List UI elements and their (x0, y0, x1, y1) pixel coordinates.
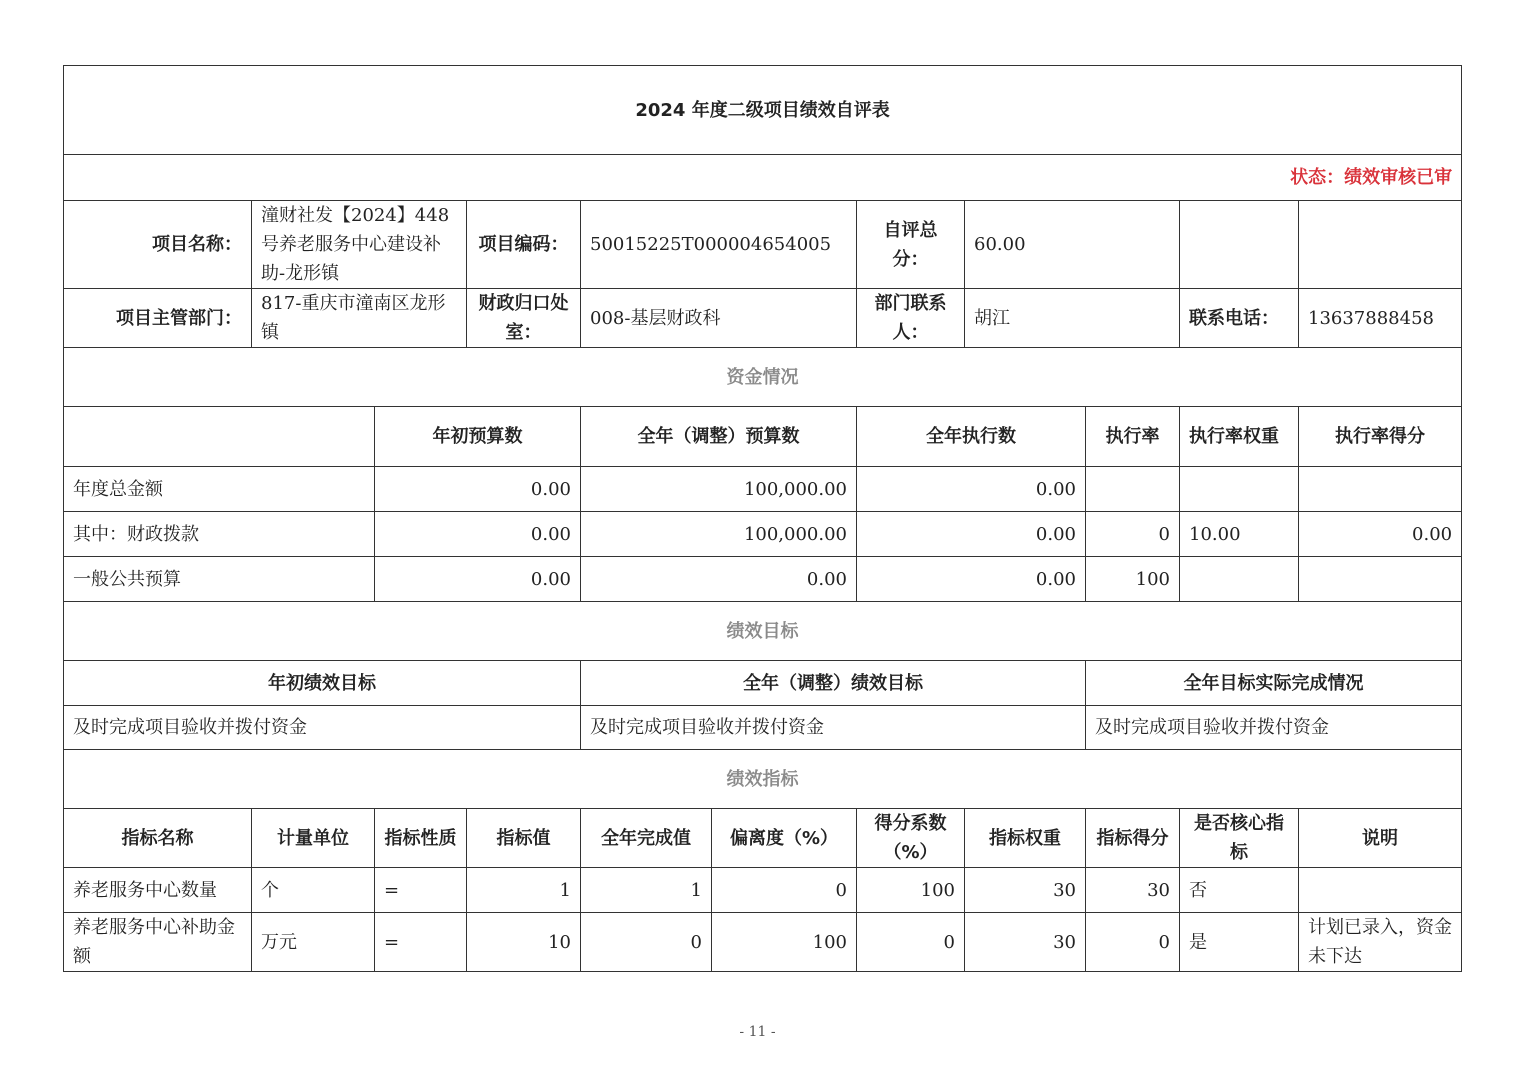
funds-row-weight (1180, 557, 1299, 602)
funds-row-adjusted: 100,000.00 (581, 512, 857, 557)
indicator-row (64, 868, 1462, 913)
funds-row-initial: 0.00 (375, 467, 581, 512)
funds-row (64, 512, 1462, 557)
ind-header-value: 指标值 (467, 809, 581, 868)
funds-header-weight: 执行率权重 (1180, 407, 1299, 467)
ind-completed: 0 (581, 913, 712, 972)
funds-row-adjusted: 100,000.00 (581, 467, 857, 512)
ind-header-deviation: 偏离度（%） (712, 809, 857, 868)
ind-name: 养老服务中心补助金额 (64, 913, 252, 972)
goals-actual-value: 及时完成项目验收并拨付资金 (1086, 706, 1462, 750)
phone-label: 联系电话： (1180, 289, 1299, 348)
funds-row-rate: 100 (1086, 557, 1180, 602)
funds-header-score: 执行率得分 (1299, 407, 1462, 467)
ind-value: 1 (467, 868, 581, 913)
funds-row-score (1299, 467, 1462, 512)
funds-row-weight: 10.00 (1180, 512, 1299, 557)
funds-row-rate: 0 (1086, 512, 1180, 557)
ind-deviation: 100 (712, 913, 857, 972)
ind-note (1299, 868, 1462, 913)
funds-section-title: 资金情况 (64, 348, 1462, 407)
phone-value: 13637888458 (1299, 289, 1462, 348)
funds-row-initial: 0.00 (375, 512, 581, 557)
performance-evaluation-table (63, 65, 1462, 972)
finance-office-label: 财政归口处室： (467, 289, 581, 348)
ind-deviation: 0 (712, 868, 857, 913)
funds-row-score (1299, 557, 1462, 602)
ind-nature: = (375, 913, 467, 972)
funds-row-executed: 0.00 (857, 467, 1086, 512)
goals-section-title: 绩效目标 (64, 602, 1462, 661)
ind-score: 0 (1086, 913, 1180, 972)
ind-header-coef: 得分系数（%） (857, 809, 965, 868)
goals-header-actual: 全年目标实际完成情况 (1086, 661, 1462, 706)
ind-unit: 万元 (252, 913, 375, 972)
funds-row (64, 557, 1462, 602)
funds-row (64, 467, 1462, 512)
empty-cell (1299, 201, 1462, 289)
project-name-label: 项目名称： (64, 201, 252, 289)
indicator-row (64, 913, 1462, 972)
status-text: 状态：绩效审核已审 (64, 155, 1462, 201)
ind-unit: 个 (252, 868, 375, 913)
funds-row-score: 0.00 (1299, 512, 1462, 557)
ind-header-completed: 全年完成值 (581, 809, 712, 868)
ind-header-weight: 指标权重 (965, 809, 1086, 868)
funds-row-weight (1180, 467, 1299, 512)
page-title: 2024 年度二级项目绩效自评表 (64, 66, 1462, 155)
self-score-label: 自评总分： (857, 201, 965, 289)
ind-weight: 30 (965, 868, 1086, 913)
funds-row-adjusted: 0.00 (581, 557, 857, 602)
goals-initial-value: 及时完成项目验收并拨付资金 (64, 706, 581, 750)
ind-coef: 100 (857, 868, 965, 913)
ind-note: 计划已录入，资金未下达 (1299, 913, 1462, 972)
funds-header-adjusted: 全年（调整）预算数 (581, 407, 857, 467)
funds-header-rate: 执行率 (1086, 407, 1180, 467)
ind-score: 30 (1086, 868, 1180, 913)
funds-row-initial: 0.00 (375, 557, 581, 602)
dept-label: 项目主管部门： (64, 289, 252, 348)
page-number: - 11 - (739, 1024, 776, 1040)
ind-coef: 0 (857, 913, 965, 972)
goals-adjusted-value: 及时完成项目验收并拨付资金 (581, 706, 1086, 750)
goals-header-adjusted: 全年（调整）绩效目标 (581, 661, 1086, 706)
goals-header-initial: 年初绩效目标 (64, 661, 581, 706)
ind-header-core: 是否核心指标 (1180, 809, 1299, 868)
ind-header-score: 指标得分 (1086, 809, 1180, 868)
dept-value: 817-重庆市潼南区龙形镇 (252, 289, 467, 348)
funds-row-name: 一般公共预算 (64, 557, 375, 602)
indicators-section-title: 绩效指标 (64, 750, 1462, 809)
ind-weight: 30 (965, 913, 1086, 972)
empty-cell (1180, 201, 1299, 289)
ind-core: 是 (1180, 913, 1299, 972)
funds-row-name: 其中：财政拨款 (64, 512, 375, 557)
finance-office-value: 008-基层财政科 (581, 289, 857, 348)
project-code-value: 50015225T000004654005 (581, 201, 857, 289)
self-score-value: 60.00 (965, 201, 1180, 289)
ind-core: 否 (1180, 868, 1299, 913)
contact-value: 胡江 (965, 289, 1180, 348)
funds-header-executed: 全年执行数 (857, 407, 1086, 467)
funds-row-rate (1086, 467, 1180, 512)
funds-row-executed: 0.00 (857, 512, 1086, 557)
contact-label: 部门联系人： (857, 289, 965, 348)
funds-header-initial: 年初预算数 (375, 407, 581, 467)
ind-header-name: 指标名称 (64, 809, 252, 868)
ind-name: 养老服务中心数量 (64, 868, 252, 913)
ind-completed: 1 (581, 868, 712, 913)
funds-row-name: 年度总金额 (64, 467, 375, 512)
ind-value: 10 (467, 913, 581, 972)
ind-nature: = (375, 868, 467, 913)
project-name-value: 潼财社发【2024】448号养老服务中心建设补助-龙形镇 (252, 201, 467, 289)
ind-header-note: 说明 (1299, 809, 1462, 868)
ind-header-nature: 指标性质 (375, 809, 467, 868)
project-code-label: 项目编码： (467, 201, 581, 289)
funds-row-executed: 0.00 (857, 557, 1086, 602)
ind-header-unit: 计量单位 (252, 809, 375, 868)
funds-header-blank (64, 407, 375, 467)
